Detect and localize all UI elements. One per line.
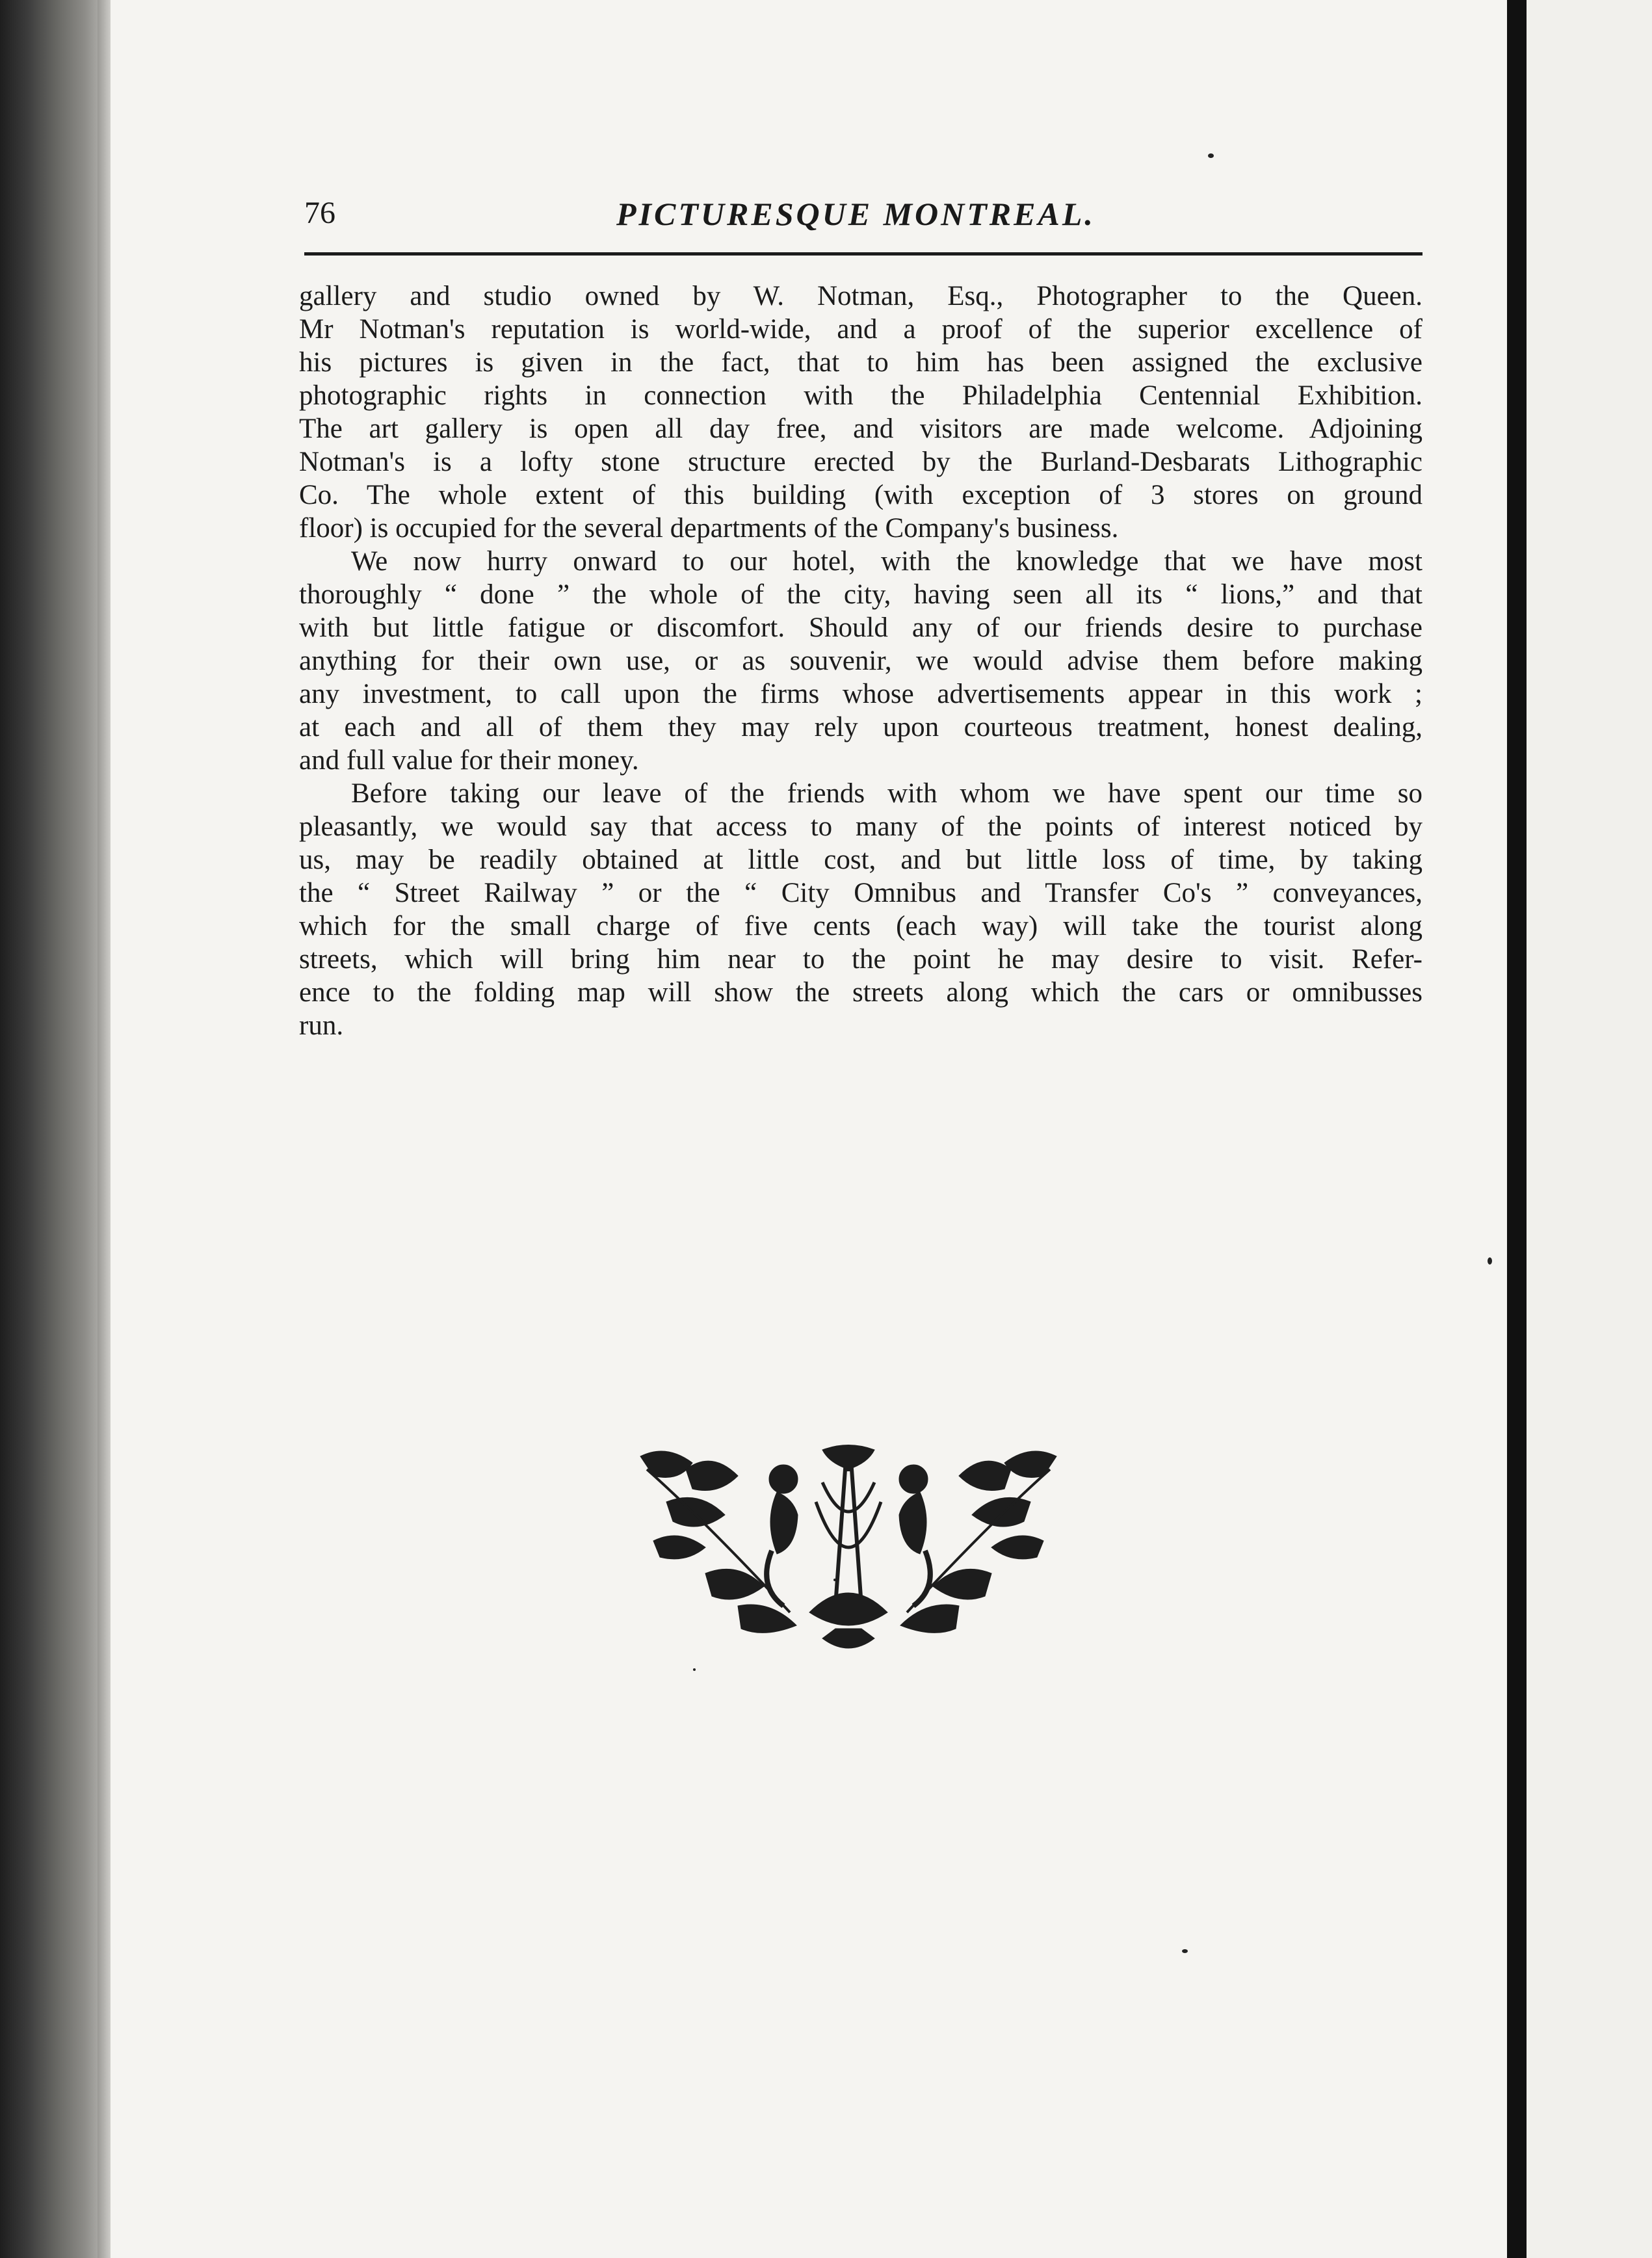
text-line: streets, which will bring him near to the point he may desire to visit. Refer- (299, 944, 1423, 975)
ink-speck (1208, 153, 1214, 158)
text-line: which for the small charge of five cents (each way) will take the tourist along (299, 911, 1423, 941)
text-line: his pictures is given in the fact, that to him has been assigned the exclusive (299, 347, 1423, 378)
paragraph-1 (299, 280, 1423, 545)
text-line: Before taking our leave of the friends with whom we have spent our time so (351, 778, 1423, 809)
text-line: anything for their own use, or as souvenir, we would advise them before making (299, 646, 1423, 676)
text-line: The art gallery is open all day free, and visitors are made welcome. Adjoining (299, 414, 1423, 444)
text-line: Mr Notman's reputation is world-wide, and a proof of the superior excellence of (299, 314, 1423, 345)
running-head: PICTURESQUE MONTREAL. (616, 196, 1095, 232)
facing-page-edge (1527, 0, 1652, 2258)
text-line: at each and all of them they may rely upon courteous treatment, honest dealing, (299, 712, 1423, 742)
page-number: 76 (304, 196, 335, 230)
text-line: thoroughly “ done ” the whole of the city, having seen all its “ lions,” and that (299, 579, 1423, 610)
text-line: photographic rights in connection with the Philadelphia Centennial Exhibition. (299, 380, 1423, 411)
page-header (304, 195, 1423, 241)
text-line: with but little fatigue or discomfort. Should any of our friends desire to purchase (299, 612, 1423, 643)
text-line: any investment, to call upon the firms whose advertisements appear in this work ; (299, 679, 1423, 709)
text-line: Co. The whole extent of this building (with exception of 3 stores on ground (299, 480, 1423, 510)
text-line: floor) is occupied for the several departments of the Company's business. (299, 513, 1119, 544)
floral-tailpiece-ornament-icon (627, 1443, 1069, 1658)
header-rule (304, 252, 1423, 256)
text-line: ence to the folding map will show the streets along which the cars or omnibusses (299, 977, 1423, 1008)
text-line: and full value for their money. (299, 745, 639, 776)
text-line: pleasantly, we would say that access to many of the points of interest noticed by (299, 811, 1423, 842)
ink-speck (1488, 1257, 1492, 1265)
text-line: gallery and studio owned by W. Notman, Esq., Photographer to the Queen. (299, 281, 1423, 311)
facing-page-gutter (1507, 0, 1527, 2258)
body-text (299, 280, 1423, 1042)
text-line: the “ Street Railway ” or the “ City Omnibus and Transfer Co's ” conveyances, (299, 878, 1423, 908)
text-line: run. (299, 1010, 344, 1041)
paragraph-3 (299, 777, 1423, 1042)
text-line: us, may be readily obtained at little cost, and but little loss of time, by taking (299, 845, 1423, 875)
paragraph-2 (299, 545, 1423, 777)
text-line: Notman's is a lofty stone structure erected by the Burland-Desbarats Lithographic (299, 447, 1423, 477)
ink-speck (693, 1668, 696, 1671)
book-binding-edge (0, 0, 104, 2258)
ink-speck (1182, 1949, 1188, 1953)
text-line: We now hurry onward to our hotel, with the knowledge that we have most (351, 546, 1423, 577)
